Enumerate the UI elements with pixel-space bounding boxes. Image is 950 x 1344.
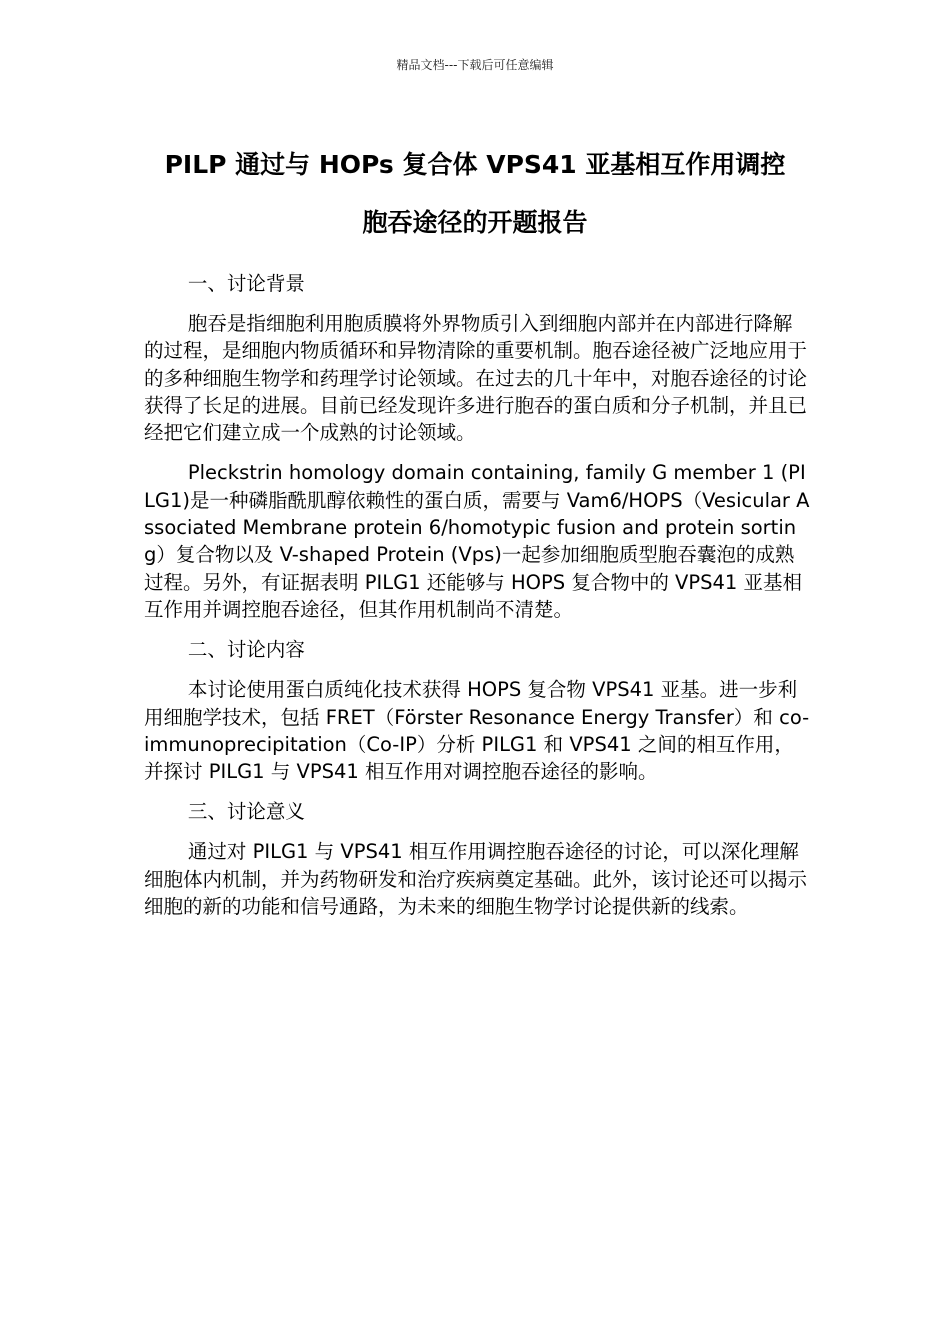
paragraph: Pleckstrin homology domain containing, family G member 1 (PILG1)是一种磷脂酰肌醇依赖性的蛋白质，需要与 Vam6/HOPS（Vesicular Associated Membrane protein 6/homotypic fusion and protein sorting）复合物以及 V-shaped Protein (Vps)一起参加细胞质型胞吞囊泡的成熟过程。另外，有证据表明 PILG1 还能够与 HOPS 复合物中的 VPS41 亚基相互作用并调控胞吞途径，但其作用机制尚不清楚。 <box>144 461 810 621</box>
section-significance <box>144 798 810 920</box>
section-content <box>144 636 810 785</box>
section-heading: 一、讨论背景 <box>187 272 305 295</box>
document-body <box>144 270 810 933</box>
paragraph: 胞吞是指细胞利用胞质膜将外界物质引入到细胞内部并在内部进行降解的过程，是细胞内物质循环和异物清除的重要机制。胞吞途径被广泛地应用于的多种细胞生物学和药理学讨论领域。在过去的几十年中，对胞吞途径的讨论获得了长足的进展。目前已经发现许多进行胞吞的蛋白质和分子机制，并且已经把它们建立成一个成熟的讨论领域。 <box>144 312 808 445</box>
document-title <box>130 136 820 252</box>
paragraph: 本讨论使用蛋白质纯化技术获得 HOPS 复合物 VPS41 亚基。进一步利用细胞学技术，包括 FRET（Förster Resonance Energy Transfer）和 co-immunoprecipitation（Co-IP）分析 PILG1 和 VPS41 之间的相互作用，并探讨 PILG1 与 VPS41 相互作用对调控胞吞途径的影响。 <box>144 678 810 784</box>
title-line-1: PILP 通过与 HOPs 复合体 VPS41 亚基相互作用调控 <box>164 150 786 179</box>
page-header: 精品文档---下载后可任意编辑 <box>396 58 554 72</box>
title-line-2: 胞吞途径的开题报告 <box>362 208 588 237</box>
section-heading: 三、讨论意义 <box>187 800 305 824</box>
section-heading: 二、讨论内容 <box>187 638 305 662</box>
paragraph: 通过对 PILG1 与 VPS41 相互作用调控胞吞途径的讨论，可以深化理解细胞体内机制，并为药物研发和治疗疾病奠定基础。此外，该讨论还可以揭示细胞的新的功能和信号通路，为未来的细胞生物学讨论提供新的线索。 <box>144 840 808 919</box>
section-background <box>144 270 810 623</box>
